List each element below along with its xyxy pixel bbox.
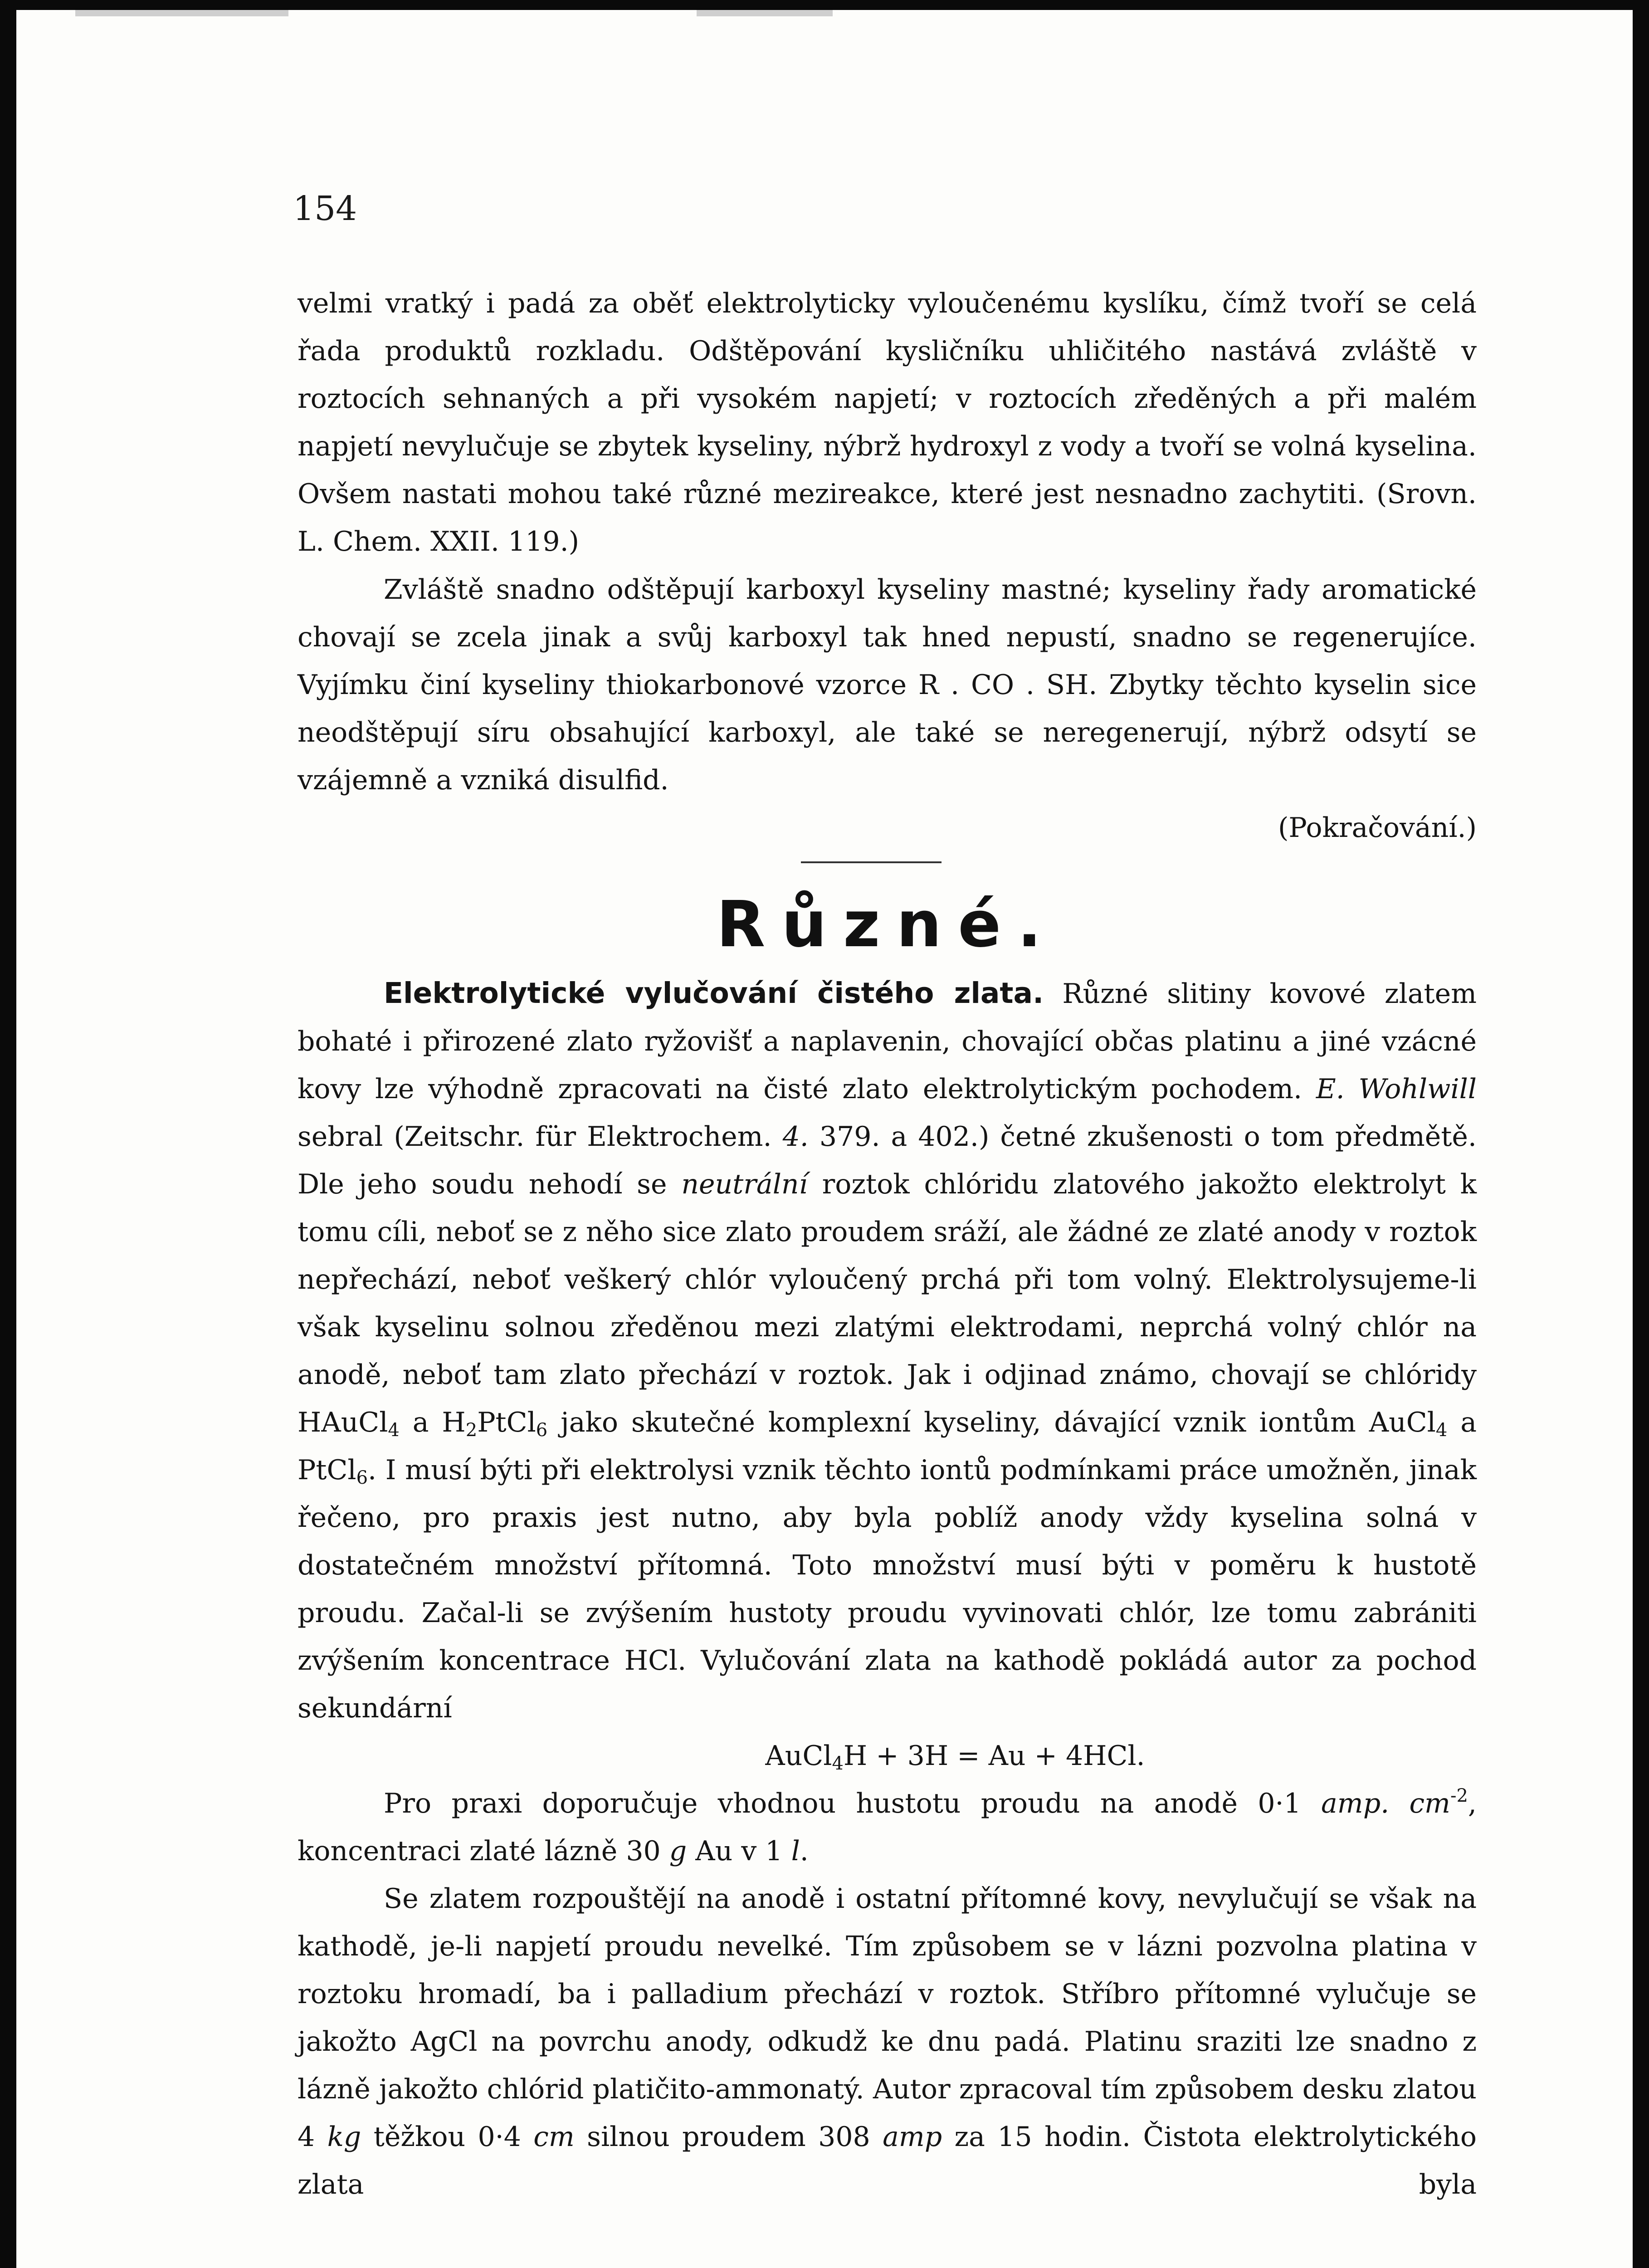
paragraph-text: velmi vratký i padá za oběť elektrolyticky vyloučenému kyslíku, čímž tvoří se celá řada produktů rozkladu. Odštěpování kysličníku uhličitého nastává zvláště v roztocích sehnaných a při vysokém napjetí; v roztocích zředěných a při malém napjetí nevylučuje se zbytek kyseliny, nýbrž hydroxyl z vody a tvoří se volná kyselina. Ovšem nastati mohou také různé mezireakce, které jest nesnadno zachytiti. (Srovn. L. Chem. XXII. 119.) — [298, 288, 1477, 557]
scan-edge-mark — [697, 10, 833, 16]
document-page — [16, 10, 1633, 2268]
author-name: E. Wohlwill — [1316, 1073, 1477, 1105]
emphasis: neutrální — [681, 1168, 808, 1200]
article-title: Elektrolytické vylučování čistého zlata. — [384, 977, 1044, 1010]
paragraph-text: Zvláště snadno odštěpují karboxyl kyseliny mastné; kyseliny řady aromatické chovají se zcela jinak a svůj karboxyl tak hned nepustí, snadno se regenerujíce. Vyjímku činí kyseliny thiokarbonové vzorce R . CO . SH. Zbytky těchto kyselin sice neodštěpují síru obsahující karboxyl, ale také se neregenerují, nýbrž odsytí se vzájemně a vzniká disulfid. — [298, 574, 1477, 796]
article-paragraph-2: Pro praxi doporučuje vhodnou hustotu proudu na anodě 0·1 amp. $cm^{-2}$, koncentraci zlaté lázně 30 g Au v 1 l. — [298, 1785, 1477, 1867]
scan-edge-mark — [75, 10, 288, 16]
section-divider — [801, 861, 942, 863]
article-paragraph-1: Elektrolytické vylučování čistého zlata. Různé slitiny kovové zlatem bohaté i přirozené zlato ryžovišť a naplavenin, chovající občas platinu a jiné vzácné kovy lze výhodně zpracovati na čisté zlato elektrolytickým pochodem. E. Wohlwill sebral (Zeitschr. für Elektrochem. 4. 379. a 402.) četné zkušenosti o tom předmětě. Dle jeho soudu nehodí se neutrální roztok chlóridu zlatového jakožto elektrolyt k tomu cíli, neboť se z něho sice zlato proudem sráží, ale žádné ze zlaté anody v roztok nepřechází, neboť veškerý chlór vyloučený prchá při tom volný. Elektrolysujeme-li však kyselinu solnou zředěnou mezi zlatými elektrodami, neprchá volný chlór na anodě, neboť tam zlato přechází v roztok. Jak i odjinad známo, chovají se chlóridy HAuCl$_4$ a $H_2PtCl_6$ jako skutečné komplexní kyseliny, dávající vznik iontům AuCl$_4$ a PtCl$_6$. I musí býti při elektrolysi vznik těchto iontů podmínkami práce umožněn, jinak řečeno, pro praxis jest nutno, aby byla poblíž anody vždy kyselina solná v dostatečném množství přítomná. Toto množství musí býti v poměru k hustotě proudu. Začal-li se zvýšením hustoty proudu vyvinovati chlór, lze tomu zabrániti zvýšením koncentrace HCl. Vylučování zlata na kathodě pokládá autor za pochod sekundární — [298, 977, 1477, 1724]
page-number: 154 — [293, 189, 357, 228]
paragraph-continuation — [298, 280, 1477, 566]
continued-label: (Pokračování.) — [1278, 812, 1477, 844]
chemical-equation: AuCl$_4$H + 3H = Au + 4HCl. — [765, 1740, 1145, 1774]
section-heading: Různé. — [716, 888, 1058, 962]
article-paragraph-3: Se zlatem rozpouštějí na anodě i ostatní přítomné kovy, nevylučují se však na kathodě, je-li napjetí proudu nevelké. Tím způsobem se v lázni pozvolna platina v roztoku hromadí, ba i palladium přechází v roztok. Stříbro přítomné vylučuje se jakožto AgCl na povrchu anody, odkudž ke dnu padá. Platinu sraziti lze snadno z lázně jakožto chlórid platičito-ammonatý. Autor zpracoval tím způsobem desku zlatou 4 kg těžkou 0·4 cm silnou proudem 308 amp za 15 hodin. Čistota elektrolytického zlata byla — [298, 1883, 1477, 2200]
article-body — [298, 969, 1477, 2209]
paragraph-thio — [298, 566, 1477, 852]
